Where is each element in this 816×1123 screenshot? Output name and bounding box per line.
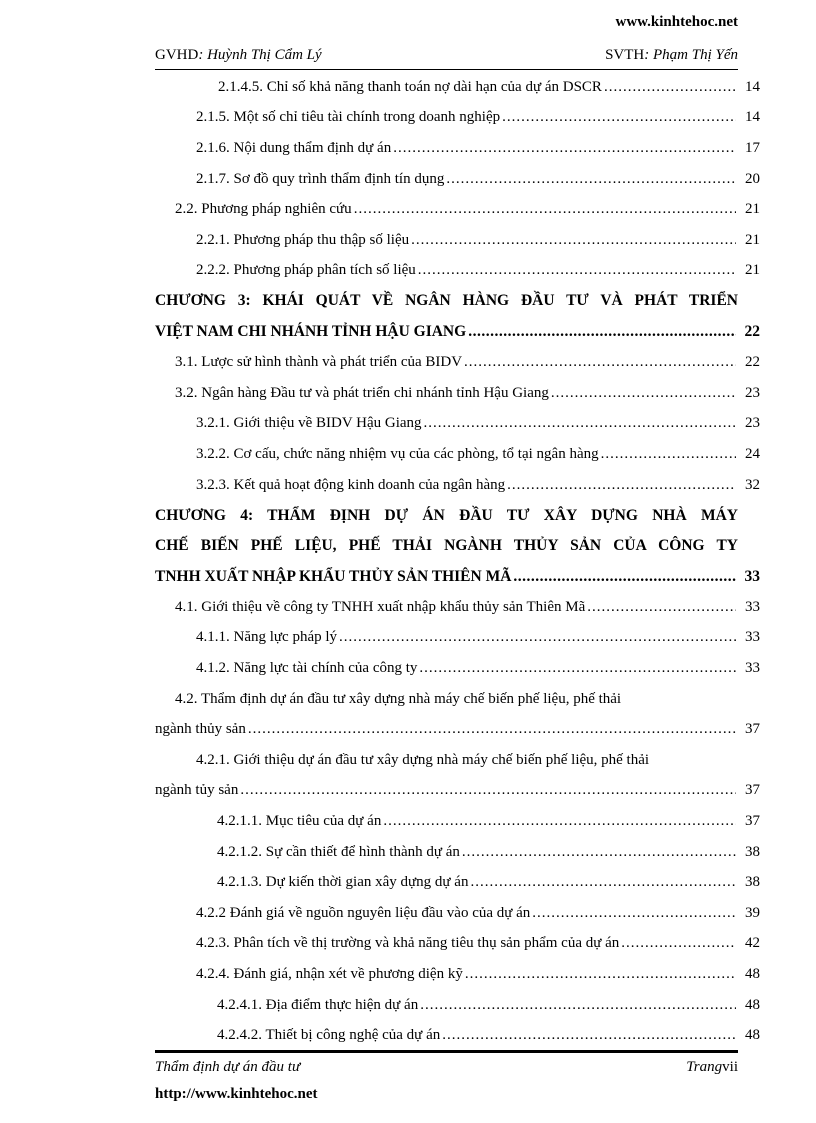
student: SVTH: Phạm Thị Yến — [605, 47, 738, 63]
toc-entry[interactable]: 4.2.4. Đánh giá, nhận xét về phương diện kỹ ..... 48 — [155, 959, 760, 990]
toc-entry[interactable]: 4.1. Giới thiệu về công ty TNHH xuất nhập khẩu thủy sản Thiên Mã ..... 33 — [155, 592, 760, 623]
toc-entry[interactable]: 2.1.5. Một số chỉ tiêu tài chính trong doanh nghiệp ..... 14 — [155, 103, 760, 134]
toc-entry[interactable]: 2.2.1. Phương pháp thu thập số liệu ..... 21 — [155, 225, 760, 256]
toc-entry[interactable]: 3.2.2. Cơ cấu, chức năng nhiệm vụ của các phòng, tổ tại ngân hàng ..... 24 — [155, 439, 760, 470]
toc-entry[interactable]: 2.2. Phương pháp nghiên cứu ..... 21 — [155, 194, 760, 225]
toc-chapter-3[interactable]: VIỆT NAM CHI NHÁNH TỈNH HẬU GIANG ..... 22 — [155, 317, 760, 348]
toc-entry[interactable]: 4.2.1.3. Dự kiến thời gian xây dựng dự án ..... 38 — [155, 867, 760, 898]
toc-entry[interactable]: 3.2. Ngân hàng Đầu tư và phát triển chi nhánh tỉnh Hậu Giang ..... 23 — [155, 378, 760, 409]
toc-entry[interactable]: 4.2.2 Đánh giá về nguồn nguyên liệu đầu vào của dự án ..... 39 — [155, 898, 760, 929]
toc-entry[interactable]: 3.1. Lược sử hình thành và phát triển của BIDV ..... 22 — [155, 347, 760, 378]
instructor: GVHD: Huỳnh Thị Cẩm Lý — [155, 47, 322, 63]
toc-entry[interactable]: 3.2.3. Kết quả hoạt động kinh doanh của ngân hàng ..... 32 — [155, 470, 760, 501]
toc-entry[interactable]: 4.2.4.1. Địa điểm thực hiện dự án ..... 48 — [155, 990, 760, 1021]
site-url-top: www.kinhtehoc.net — [615, 14, 738, 30]
toc-entry[interactable]: 2.1.7. Sơ đồ quy trình thẩm định tín dụng ..... 20 — [155, 164, 760, 195]
chapter-3-title-line: CHƯƠNG 3: KHÁI QUÁT VỀ NGÂN HÀNG ĐẦU TƯ VÀ PHÁT TRIỂN — [155, 292, 738, 310]
toc-entry[interactable]: ngành thủy sản ..... 37 — [155, 714, 760, 745]
table-of-contents — [155, 72, 760, 1051]
toc-entry[interactable]: 2.1.6. Nội dung thẩm định dự án ..... 17 — [155, 133, 760, 164]
toc-entry[interactable]: 2.2.2. Phương pháp phân tích số liệu ..... 21 — [155, 256, 760, 287]
toc-entry[interactable]: 4.1.1. Năng lực pháp lý ..... 33 — [155, 623, 760, 654]
toc-entry[interactable]: 2.1.4.5. Chỉ số khả năng thanh toán nợ dài hạn của dự án DSCR ..... 14 — [155, 72, 760, 103]
toc-entry[interactable]: ngành tủy sản ..... 37 — [155, 776, 760, 807]
toc-entry[interactable]: 4.2.3. Phân tích về thị trường và khả năng tiêu thụ sản phẩm của dự án ..... 42 — [155, 929, 760, 960]
toc-entry[interactable]: 4.2.4.2. Thiết bị công nghệ của dự án ..... 48 — [155, 1020, 760, 1051]
site-url-bottom[interactable]: http://www.kinhtehoc.net — [155, 1086, 318, 1102]
toc-entry[interactable]: 3.2.1. Giới thiệu về BIDV Hậu Giang ..... 23 — [155, 409, 760, 440]
page-header — [155, 47, 738, 70]
page-footer — [155, 1050, 738, 1075]
toc-entry-line: 4.2. Thẩm định dự án đầu tư xây dựng nhà máy chế biến phế liệu, phế thải — [175, 690, 622, 707]
toc-entry[interactable]: 4.2.1.2. Sự cần thiết để hình thành dự án ..... 38 — [155, 837, 760, 868]
footer-page: Trangvii — [686, 1059, 738, 1075]
toc-entry-line: 4.2.1. Giới thiệu dự án đầu tư xây dựng nhà máy chế biến phế liệu, phế thải — [196, 751, 650, 768]
toc-chapter-4[interactable]: TNHH XUẤT NHẬP KHẨU THỦY SẢN THIÊN MÃ ..... 33 — [155, 562, 760, 593]
chapter-4-title-line: CHẾ BIẾN PHẾ LIỆU, PHẾ THẢI NGÀNH THỦY SẢN CỦA CÔNG TY — [155, 537, 738, 555]
footer-title: Thẩm định dự án đầu tư — [155, 1059, 301, 1075]
chapter-4-title-line: CHƯƠNG 4: THẨM ĐỊNH DỰ ÁN ĐẦU TƯ XÂY DỰNG NHÀ MÁY — [155, 506, 738, 524]
toc-entry[interactable]: 4.1.2. Năng lực tài chính của công ty ..... 33 — [155, 653, 760, 684]
toc-entry[interactable]: 4.2.1.1. Mục tiêu của dự án ..... 37 — [155, 806, 760, 837]
